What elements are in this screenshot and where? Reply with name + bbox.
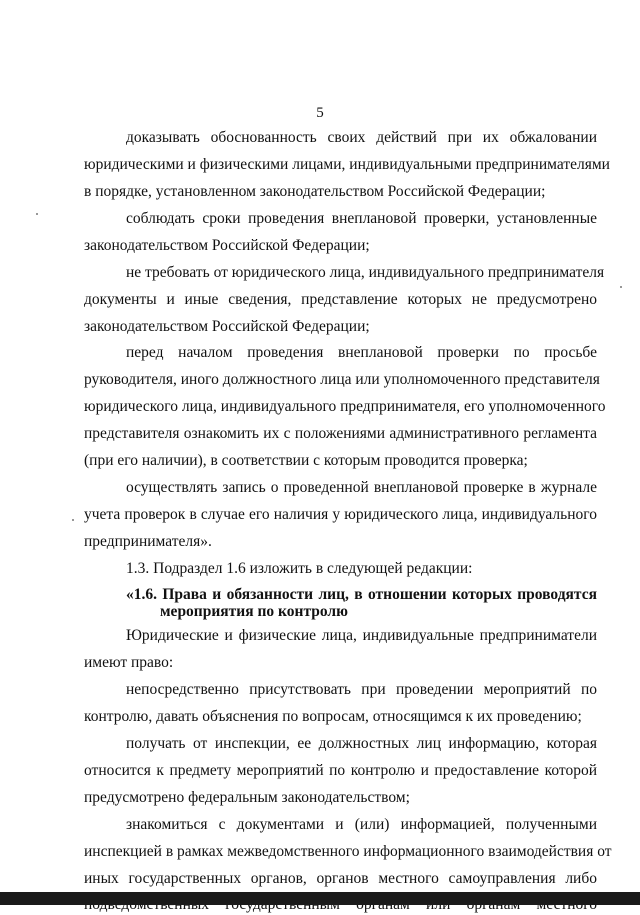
scan-speck: [72, 519, 74, 521]
text-line: документы и иные сведения, представление которых не предусмотрено: [84, 291, 597, 308]
text-line: непосредственно присутствовать при проведении мероприятий по: [126, 681, 597, 698]
section-heading: «1.6. Права и обязанности лиц, в отношении которых проводятся: [126, 586, 597, 603]
text-line: представителя ознакомить их с положениями административного регламента: [84, 425, 597, 442]
text-line: соблюдать сроки проведения внеплановой проверки, установленные: [126, 210, 597, 227]
text-line: перед началом проведения внеплановой проверки по просьбе: [126, 344, 597, 361]
scan-edge-bar: [0, 892, 640, 905]
text-line: предусмотрено федеральным законодательством;: [84, 789, 410, 806]
text-line: юридическими и физическими лицами, индивидуальными предпринимателями: [84, 156, 610, 173]
page-number: 5: [316, 105, 324, 121]
text-line: контролю, давать объяснения по вопросам, относящимся к их проведению;: [84, 708, 582, 725]
text-line: руководителя, иного должностного лица или уполномоченного представителя: [84, 371, 600, 388]
text-line: в порядке, установленном законодательством Российской Федерации;: [84, 183, 546, 200]
text-line: 1.3. Подраздел 1.6 изложить в следующей редакции:: [126, 560, 473, 577]
text-line: законодательством Российской Федерации;: [84, 237, 370, 254]
text-line: (при его наличии), в соответствии с которым проводится проверка;: [84, 452, 528, 469]
text-line: предпринимателя».: [84, 533, 212, 550]
text-line: не требовать от юридического лица, индивидуального предпринимателя: [126, 264, 605, 281]
text-line: относится к предмету мероприятий по контролю и предоставление которой: [84, 762, 597, 779]
text-line: знакомиться с документами и (или) информацией, полученными: [126, 816, 597, 833]
scan-speck: [36, 213, 38, 215]
text-line: законодательством Российской Федерации;: [84, 318, 370, 335]
text-line: учета проверок в случае его наличия у юридического лица, индивидуального: [84, 506, 597, 523]
text-line: инспекцией в рамках межведомственного информационного взаимодействия от: [84, 843, 612, 860]
section-heading-continuation: мероприятия по контролю: [160, 603, 348, 620]
text-line: получать от инспекции, ее должностных лиц информацию, которая: [126, 735, 597, 752]
text-line: осуществлять запись о проведенной внеплановой проверке в журнале: [126, 479, 597, 496]
text-line: юридического лица, индивидуального предпринимателя, его уполномоченного: [84, 398, 606, 415]
text-line: Юридические и физические лица, индивидуальные предприниматели: [126, 627, 597, 644]
text-line: иных государственных органов, органов местного самоуправления либо: [84, 870, 597, 887]
text-line: имеют право:: [84, 654, 174, 671]
text-line: доказывать обоснованность своих действий при их обжаловании: [126, 129, 597, 146]
scan-speck: [620, 286, 622, 288]
